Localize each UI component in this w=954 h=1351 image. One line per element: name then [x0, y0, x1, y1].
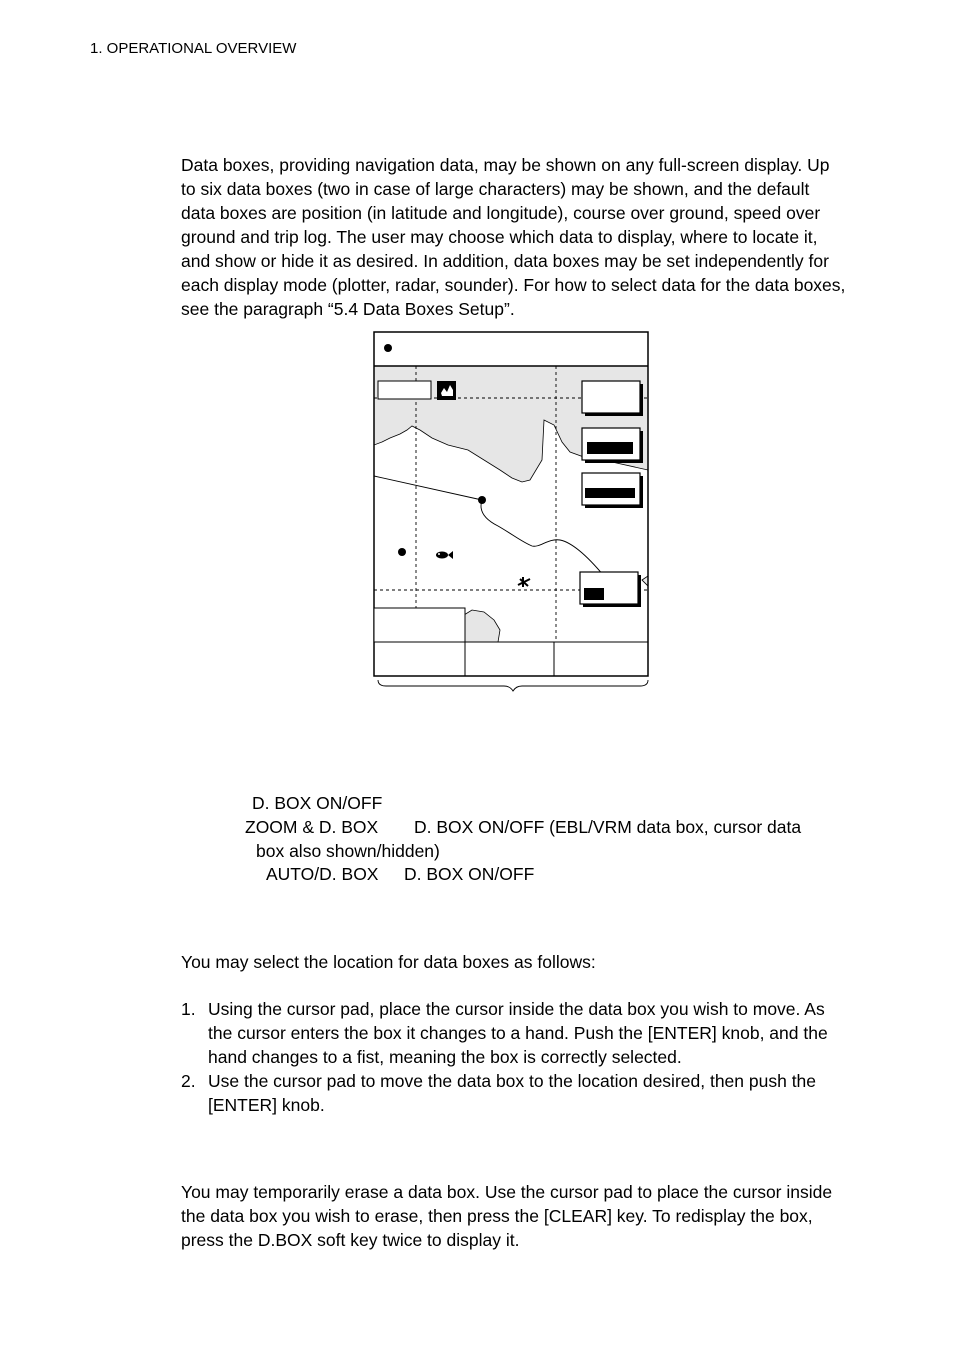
intro-paragraph: Data boxes, providing navigation data, may be shown on any full-screen display. Up to six data boxes (two in case of large characters) may be shown, and the default data boxes are position (in latitude and longitude), course over ground, speed over ground and trip log. The user may choose which data to display, where to locate it, and show or hide it as desired. In addition, data boxes may be set independently for each display mode (plotter, radar, sounder). For how to select data for the data boxes, see the paragraph “5.4 Data Boxes Setup”. [181, 155, 846, 319]
brace [378, 680, 648, 691]
key-auto-d-box: AUTO/D. BOX [266, 864, 379, 884]
location-intro: You may select the location for data boxes as follows: [181, 952, 596, 972]
data-box-4[interactable] [580, 572, 641, 607]
data-box-3[interactable] [582, 473, 643, 508]
key-d-box: D. BOX ON/OFF [252, 793, 383, 813]
step-text: Using the cursor pad, place the cursor inside the data box you wish to move. As the cursor enters the box it changes to a hand. Push the [ENTER] knob, and the hand changes to a fist, meaning the box is correctly selected. [208, 999, 828, 1067]
erase-paragraph: You may temporarily erase a data box. Use the cursor pad to place the cursor inside the data box you wish to erase, then press the [CLEAR] key. To redisplay the box, press the D.BOX soft key twice to display it. [181, 1182, 833, 1250]
key-auto-d-box-action: D. BOX ON/OFF [404, 864, 535, 884]
data-box-1[interactable] [582, 381, 643, 416]
step-number: 1. [181, 999, 196, 1019]
data-box-bottom-left[interactable] [374, 608, 465, 642]
step-text: Use the cursor pad to move the data box to the location desired, then push the [ENTER] knob. [208, 1071, 817, 1115]
list-item [181, 997, 846, 1069]
key-zoom-d-box: ZOOM & D. BOX [245, 817, 379, 837]
key-zoom-d-box-action-cont: box also shown/hidden) [256, 841, 440, 861]
running-head: 1. OPERATIONAL OVERVIEW [90, 40, 297, 57]
data-box-2[interactable] [582, 428, 643, 463]
list-item [181, 1069, 846, 1117]
location-steps [181, 997, 846, 1117]
cursor-hand-icon [437, 381, 456, 400]
data-box-figure [372, 330, 652, 705]
step-number: 2. [181, 1071, 196, 1091]
key-zoom-d-box-action: D. BOX ON/OFF (EBL/VRM data box, cursor data [414, 817, 802, 837]
